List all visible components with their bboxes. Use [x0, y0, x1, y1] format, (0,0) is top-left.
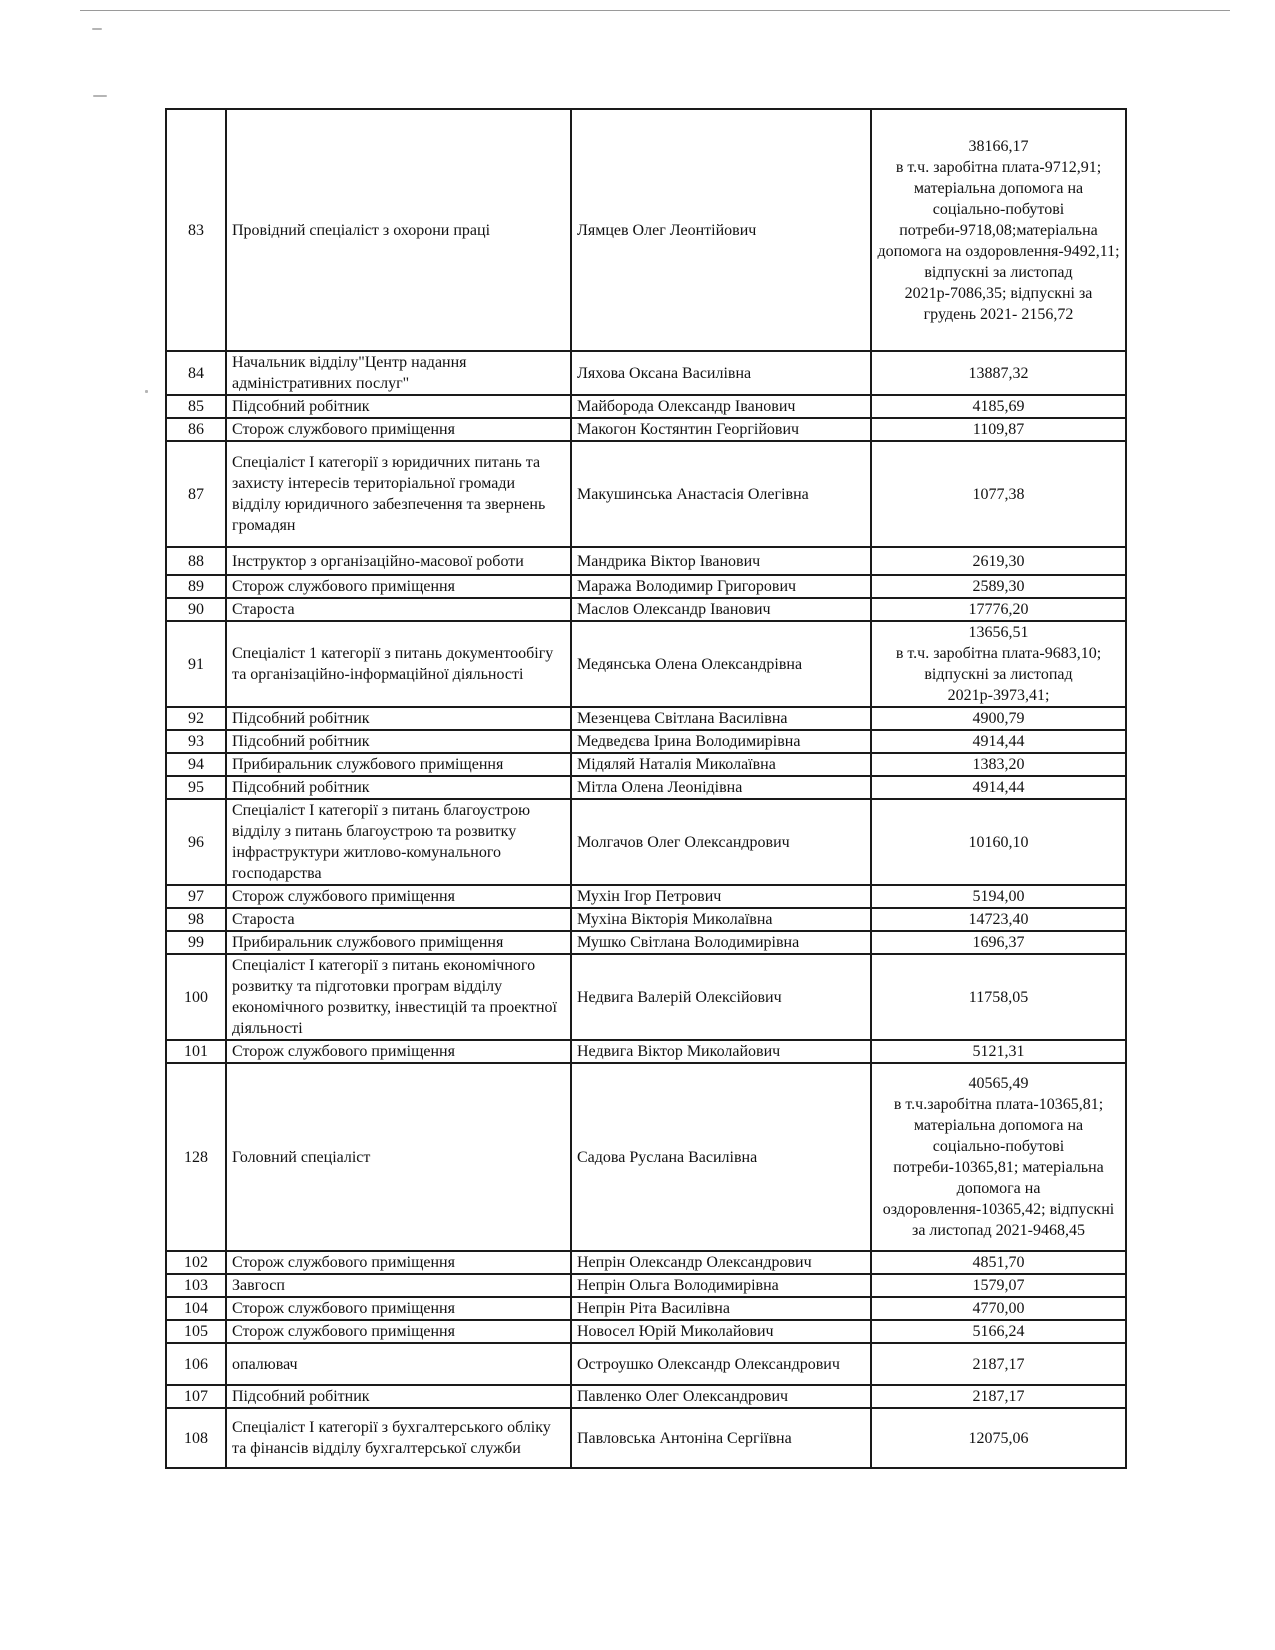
row-number: 97 — [166, 885, 226, 908]
table-row — [166, 707, 1126, 730]
table-row — [166, 1063, 1126, 1251]
amount-cell — [871, 1251, 1126, 1274]
row-number: 89 — [166, 575, 226, 598]
employee-name: Остроушко Олександр Олександрович — [571, 1343, 871, 1385]
table-row — [166, 776, 1126, 799]
row-number: 94 — [166, 753, 226, 776]
table-row — [166, 931, 1126, 954]
row-number: 96 — [166, 799, 226, 885]
amount-cell — [871, 575, 1126, 598]
row-number: 104 — [166, 1297, 226, 1320]
amount-total: 4914,44 — [972, 779, 1025, 796]
amount-cell — [871, 1063, 1126, 1251]
position-title: Сторож службового приміщення — [226, 1297, 571, 1320]
amount-cell — [871, 441, 1126, 547]
amount-cell — [871, 776, 1126, 799]
employee-name: Мезенцева Світлана Василівна — [571, 707, 871, 730]
position-title: Головний спеціаліст — [226, 1063, 571, 1251]
employee-name: Мандрика Віктор Іванович — [571, 547, 871, 575]
position-title: Староста — [226, 598, 571, 621]
employee-name: Мухіна Вікторія Миколаївна — [571, 908, 871, 931]
table-row — [166, 954, 1126, 1040]
table-row — [166, 1408, 1126, 1468]
employee-name: Непрін Ольга Володимирівна — [571, 1274, 871, 1297]
amount-cell — [871, 1274, 1126, 1297]
amount-total: 38166,17 — [968, 137, 1029, 155]
row-number: 103 — [166, 1274, 226, 1297]
position-title: Спеціаліст І категорії з юридичних питань та захисту інтересів територіальної громади відділу юридичного забезпечення та звернень громадян — [226, 441, 571, 547]
employee-name: Новосел Юрій Миколайович — [571, 1320, 871, 1343]
position-title: Сторож службового приміщення — [226, 885, 571, 908]
amount-cell — [871, 1320, 1126, 1343]
table-row — [166, 351, 1126, 395]
amount-total: 5121,31 — [972, 1043, 1025, 1060]
amount-total: 4900,79 — [972, 710, 1025, 727]
table-row — [166, 441, 1126, 547]
position-title: Провідний спеціаліст з охорони праці — [226, 109, 571, 351]
row-number: 87 — [166, 441, 226, 547]
amount-total: 4851,70 — [972, 1254, 1025, 1271]
position-title: Підсобний робітник — [226, 707, 571, 730]
table-row — [166, 1385, 1126, 1408]
amount-total: 4770,00 — [972, 1300, 1025, 1317]
row-number: 102 — [166, 1251, 226, 1274]
position-title: Староста — [226, 908, 571, 931]
amount-breakdown: в т.ч.заробітна плата-10365,81; матеріальна допомога на соціально-побутові потреби-10365,81; матеріальна допомога на оздоровлення-10365,42; відпускні за листопад 2021-9468,45 — [882, 1096, 1115, 1239]
scan-speck — [93, 95, 107, 97]
amount-cell — [871, 707, 1126, 730]
amount-cell — [871, 1385, 1126, 1408]
row-number: 99 — [166, 931, 226, 954]
row-number: 105 — [166, 1320, 226, 1343]
amount-total: 2187,17 — [972, 1355, 1025, 1373]
table-row — [166, 621, 1126, 707]
employee-name: Медянська Олена Олександрівна — [571, 621, 871, 707]
row-number: 106 — [166, 1343, 226, 1385]
employee-name: Недвига Валерій Олексійович — [571, 954, 871, 1040]
position-title: Прибиральник службового приміщення — [226, 753, 571, 776]
employee-name: Маража Володимир Григорович — [571, 575, 871, 598]
position-title: Сторож службового приміщення — [226, 575, 571, 598]
row-number: 83 — [166, 109, 226, 351]
amount-cell — [871, 621, 1126, 707]
table-row — [166, 598, 1126, 621]
amount-breakdown: в т.ч. заробітна плата-9683,10; відпускні за листопад 2021р-3973,41; — [895, 645, 1102, 704]
row-number: 108 — [166, 1408, 226, 1468]
position-title: Сторож службового приміщення — [226, 1320, 571, 1343]
row-number: 101 — [166, 1040, 226, 1063]
table-row — [166, 109, 1126, 351]
payroll-table — [165, 108, 1127, 1469]
amount-cell — [871, 1343, 1126, 1385]
position-title: Завгосп — [226, 1274, 571, 1297]
employee-name: Мітла Олена Леонідівна — [571, 776, 871, 799]
employee-name: Непрін Ріта Василівна — [571, 1297, 871, 1320]
payroll-table-body — [166, 109, 1126, 1468]
employee-name: Павленко Олег Олександрович — [571, 1385, 871, 1408]
table-row — [166, 885, 1126, 908]
position-title: опалювач — [226, 1343, 571, 1385]
position-title: Прибиральник службового приміщення — [226, 931, 571, 954]
amount-total: 12075,06 — [968, 1429, 1029, 1447]
table-row — [166, 418, 1126, 441]
amount-total: 2619,30 — [972, 552, 1025, 570]
scan-speck — [145, 390, 148, 393]
amount-cell — [871, 753, 1126, 776]
row-number: 98 — [166, 908, 226, 931]
row-number: 90 — [166, 598, 226, 621]
employee-name: Майборода Олександр Іванович — [571, 395, 871, 418]
employee-name: Недвига Віктор Миколайович — [571, 1040, 871, 1063]
amount-total: 1579,07 — [972, 1277, 1025, 1294]
amount-total: 13887,32 — [968, 364, 1029, 382]
amount-total: 2589,30 — [972, 578, 1025, 595]
table-row — [166, 1320, 1126, 1343]
row-number: 91 — [166, 621, 226, 707]
amount-total: 1109,87 — [972, 421, 1025, 438]
table-row — [166, 575, 1126, 598]
row-number: 88 — [166, 547, 226, 575]
amount-total: 11758,05 — [968, 988, 1029, 1006]
table-row — [166, 908, 1126, 931]
position-title: Підсобний робітник — [226, 1385, 571, 1408]
table-row — [166, 547, 1126, 575]
amount-total: 10160,10 — [968, 833, 1029, 851]
amount-cell — [871, 954, 1126, 1040]
row-number: 128 — [166, 1063, 226, 1251]
amount-cell — [871, 351, 1126, 395]
row-number: 95 — [166, 776, 226, 799]
position-title: Підсобний робітник — [226, 395, 571, 418]
table-row — [166, 730, 1126, 753]
position-title: Сторож службового приміщення — [226, 1251, 571, 1274]
amount-cell — [871, 418, 1126, 441]
table-row — [166, 1343, 1126, 1385]
amount-total: 5166,24 — [972, 1323, 1025, 1340]
position-title: Спеціаліст І категорії з бухгалтерського обліку та фінансів відділу бухгалтерської служби — [226, 1408, 571, 1468]
position-title: Спеціаліст І категорії з питань економічного розвитку та підготовки програм відділу економічного розвитку, інвестицій та проектної діяльності — [226, 954, 571, 1040]
employee-name: Непрін Олександр Олександрович — [571, 1251, 871, 1274]
position-title: Підсобний робітник — [226, 776, 571, 799]
amount-cell — [871, 885, 1126, 908]
amount-cell — [871, 109, 1126, 351]
amount-cell — [871, 598, 1126, 621]
table-row — [166, 753, 1126, 776]
amount-cell — [871, 547, 1126, 575]
table-row — [166, 1040, 1126, 1063]
position-title: Спеціаліст І категорії з питань благоустрою відділу з питань благоустрою та розвитку інфраструктури житлово-комунального господарства — [226, 799, 571, 885]
table-row — [166, 1251, 1126, 1274]
table-row — [166, 395, 1126, 418]
amount-cell — [871, 395, 1126, 418]
table-row — [166, 1274, 1126, 1297]
position-title: Підсобний робітник — [226, 730, 571, 753]
row-number: 100 — [166, 954, 226, 1040]
employee-name: Мухін Ігор Петрович — [571, 885, 871, 908]
amount-cell — [871, 799, 1126, 885]
amount-total: 2187,17 — [972, 1388, 1025, 1405]
amount-cell — [871, 931, 1126, 954]
row-number: 107 — [166, 1385, 226, 1408]
employee-name: Медведєва Ірина Володимирівна — [571, 730, 871, 753]
table-row — [166, 799, 1126, 885]
employee-name: Макогон Костянтин Георгійович — [571, 418, 871, 441]
position-title: Начальник відділу"Центр надання адміністративних послуг" — [226, 351, 571, 395]
scan-top-edge — [80, 10, 1230, 11]
row-number: 86 — [166, 418, 226, 441]
scan-speck — [92, 28, 102, 30]
employee-name: Садова Руслана Василівна — [571, 1063, 871, 1251]
amount-total: 4185,69 — [972, 398, 1025, 415]
employee-name: Ляхова Оксана Василівна — [571, 351, 871, 395]
amount-total: 4914,44 — [972, 733, 1025, 750]
position-title: Інструктор з організаційно-масової роботи — [226, 547, 571, 575]
row-number: 92 — [166, 707, 226, 730]
employee-name: Лямцев Олег Леонтійович — [571, 109, 871, 351]
amount-cell — [871, 1040, 1126, 1063]
amount-total: 17776,20 — [968, 601, 1029, 618]
row-number: 85 — [166, 395, 226, 418]
amount-total: 13656,51 — [968, 624, 1029, 641]
position-title: Сторож службового приміщення — [226, 1040, 571, 1063]
row-number: 93 — [166, 730, 226, 753]
table-row — [166, 1297, 1126, 1320]
amount-total: 1383,20 — [972, 756, 1025, 773]
amount-cell — [871, 1297, 1126, 1320]
employee-name: Макушинська Анастасія Олегівна — [571, 441, 871, 547]
amount-total: 1696,37 — [972, 934, 1025, 951]
amount-total: 40565,49 — [968, 1075, 1029, 1092]
amount-total: 14723,40 — [968, 911, 1029, 928]
position-title: Спеціаліст 1 категорії з питань документообігу та організаційно-інформаційної діяльності — [226, 621, 571, 707]
row-number: 84 — [166, 351, 226, 395]
amount-breakdown: в т.ч. заробітна плата-9712,91; матеріальна допомога на соціально-побутові потреби-9718,08;матеріальна допомога на оздоровлення-9492,11; відпускні за листопад 2021р-7086,35; відпускні за грудень 2021- 2156,72 — [877, 158, 1120, 323]
employee-name: Маслов Олександр Іванович — [571, 598, 871, 621]
employee-name: Мідяляй Наталія Миколаївна — [571, 753, 871, 776]
amount-total: 1077,38 — [972, 485, 1025, 503]
amount-cell — [871, 730, 1126, 753]
amount-cell — [871, 908, 1126, 931]
position-title: Сторож службового приміщення — [226, 418, 571, 441]
employee-name: Молгачов Олег Олександрович — [571, 799, 871, 885]
amount-total: 5194,00 — [972, 888, 1025, 905]
employee-name: Мушко Світлана Володимирівна — [571, 931, 871, 954]
employee-name: Павловська Антоніна Сергіївна — [571, 1408, 871, 1468]
amount-cell — [871, 1408, 1126, 1468]
